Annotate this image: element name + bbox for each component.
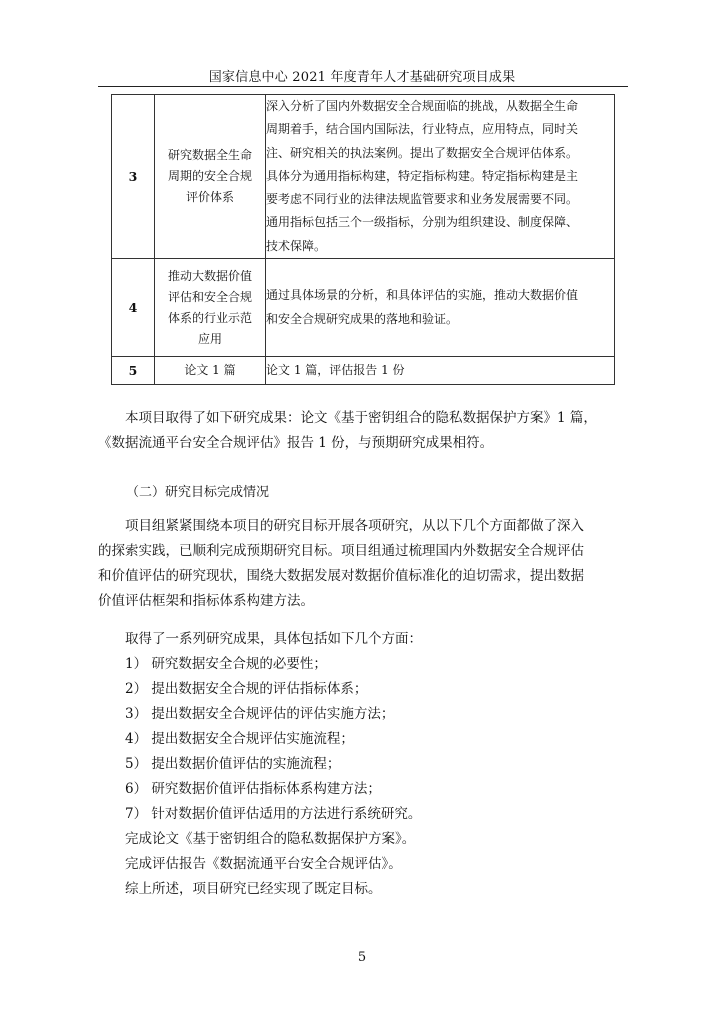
list-item: 6） 研究数据价值评估指标体系构建方法； [125,781,381,797]
closing-line: 完成评估报告《数据流通平台安全合规评估》。 [125,856,402,872]
results-list [125,627,655,902]
intro-paragraph: 项目组紧紧围绕本项目的研究目标开展各项研究，从以下几个方面都做了深入 的探索实践，已顺利完成预期研究目标。项目组通过梳理国内外数据安全合规评估 和价值评估的研究现状，围绕大数据发展对数据价值标准化的迫切需求，提出数据 价值评估框架和指标体系构建方法。 [98,518,584,609]
list-item: 3） 提出数据安全合规评估的评估实施方法； [125,706,395,722]
research-content: 论文 1 篇 [155,357,266,385]
section-heading: （二）研究目标完成情况 [126,485,270,500]
list-item: 2） 提出数据安全合规的评估指标体系； [125,681,368,697]
page-header: 国家信息中心 2021 年度青年人才基础研究项目成果 [208,70,516,85]
page-number: 5 [357,950,367,965]
research-content: 推动大数据价值 评估和安全合规 体系的行业示范 应用 [155,259,266,357]
row-number: 5 [112,357,155,385]
results-table [111,94,615,385]
row-number: 3 [112,95,155,259]
closing-line: 综上所述，项目研究已经实现了既定目标。 [125,881,382,897]
expected-result: 通过具体场景的分析，和具体评估的实施，推动大数据价值 和安全合规研究成果的落地和验证。 [266,259,615,357]
research-content: 研究数据全生命 周期的安全合规 评价体系 [155,95,266,259]
expected-result: 深入分析了国内外数据安全合规面临的挑战，从数据全生命 周期着手，结合国内国际法，行业特点，应用特点，同时关 注、研究相关的执法案例。提出了数据安全合规评估体系。 具体分为通用指标构建，特定指标构建。特定指标构建是主 要考虑不同行业的法律法规监管要求和业务发展需要不同。 通用指标包括三个一级指标，分别为组织建设、制度保障、 技术保障。 [266,95,615,259]
table-row [112,357,615,385]
row-number: 4 [112,259,155,357]
list-lead: 取得了一系列研究成果，具体包括如下几个方面： [125,631,422,647]
expected-result: 论文 1 篇，评估报告 1 份 [266,357,615,385]
closing-line: 完成论文《基于密钥组合的隐私数据保护方案》。 [125,831,416,847]
header-rule [98,86,628,87]
summary-paragraph: 本项目取得了如下研究成果：论文《基于密钥组合的隐私数据保护方案》1 篇， 《数据流通平台安全合规评估》报告 1 份，与预期研究成果相符。 [98,410,597,451]
list-item: 1） 研究数据安全合规的必要性； [125,656,327,672]
table-row [112,259,615,357]
list-item: 7） 针对数据价值评估适用的方法进行系统研究。 [125,806,422,822]
list-item: 4） 提出数据安全合规评估实施流程； [125,731,354,747]
table-row [112,95,615,259]
list-item: 5） 提出数据价值评估的实施流程； [125,756,341,772]
